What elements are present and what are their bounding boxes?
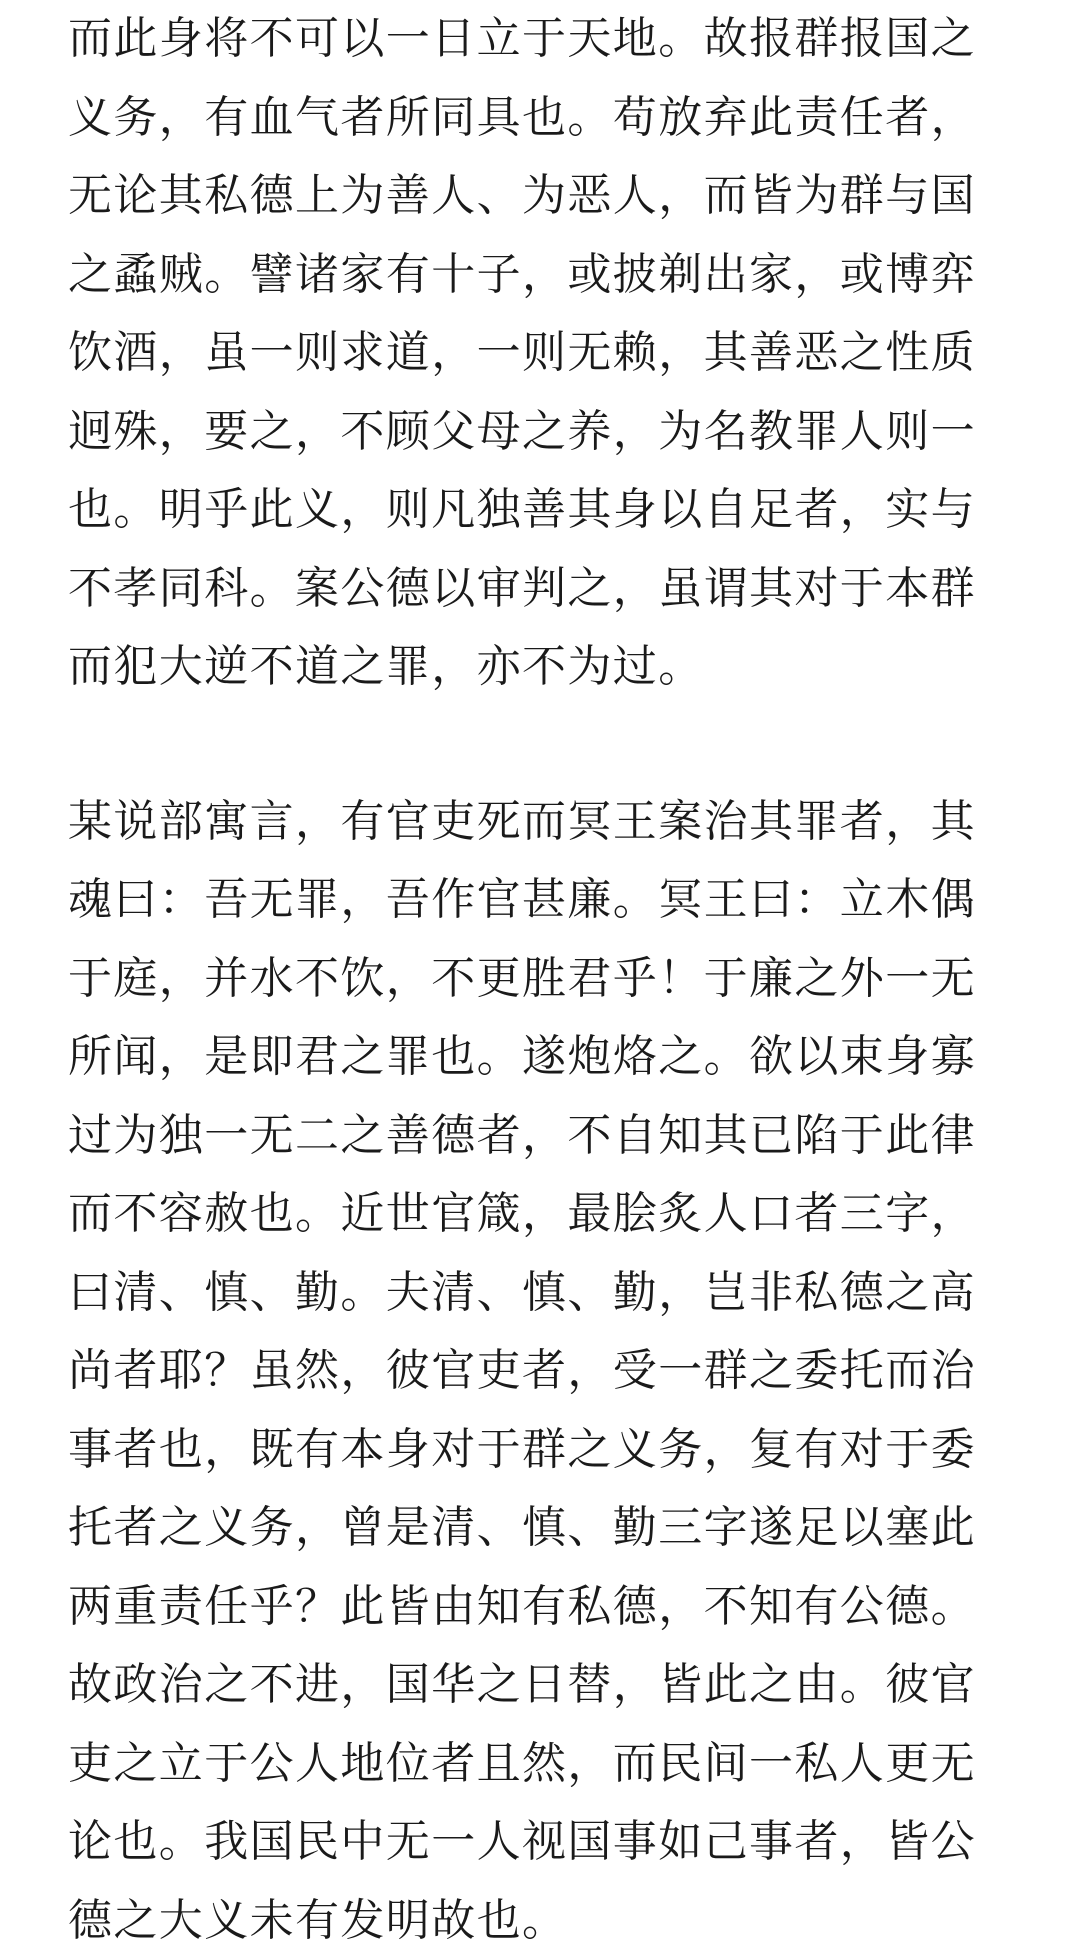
text-line: 无论其私德上为善人、为恶人，而皆为群与国 (68, 157, 1012, 236)
text-line: 而犯大逆不道之罪，亦不为过。 (68, 628, 1012, 707)
text-line: 某说部寓言，有官吏死而冥王案治其罪者，其 (68, 783, 1012, 862)
text-line: 所闻，是即君之罪也。遂炮烙之。欲以束身寡 (68, 1018, 1012, 1097)
text-line: 也。明乎此义，则凡独善其身以自足者，实与 (68, 471, 1012, 550)
text-line: 迥殊，要之，不顾父母之养，为名教罪人则一 (68, 393, 1012, 472)
text-line: 两重责任乎？此皆由知有私德，不知有公德。 (68, 1568, 1012, 1647)
text-line: 德之大义未有发明故也。 (68, 1882, 1012, 1960)
text-line: 故政治之不进，国华之日替，皆此之由。彼官 (68, 1646, 1012, 1725)
text-line: 事者也，既有本身对于群之义务，复有对于委 (68, 1411, 1012, 1490)
text-line: 义务，有血气者所同具也。苟放弃此责任者， (68, 79, 1012, 158)
text-line: 而不容赦也。近世官箴，最脍炙人口者三字， (68, 1175, 1012, 1254)
text-line: 之蟊贼。譬诸家有十子，或披剃出家，或博弈 (68, 236, 1012, 315)
text-line: 魂曰：吾无罪，吾作官甚廉。冥王曰：立木偶 (68, 861, 1012, 940)
text-line: 吏之立于公人地位者且然，而民间一私人更无 (68, 1725, 1012, 1804)
article-body (68, 0, 1012, 1960)
paragraph-spacer (68, 707, 1012, 783)
text-line: 于庭，并水不饮，不更胜君乎！于廉之外一无 (68, 940, 1012, 1019)
text-line: 托者之义务，曾是清、慎、勤三字遂足以塞此 (68, 1489, 1012, 1568)
text-line: 曰清、慎、勤。夫清、慎、勤，岂非私德之高 (68, 1254, 1012, 1333)
text-line: 而此身将不可以一日立于天地。故报群报国之 (68, 0, 1012, 79)
text-line: 过为独一无二之善德者，不自知其已陷于此律 (68, 1097, 1012, 1176)
text-line: 不孝同科。案公德以审判之，虽谓其对于本群 (68, 550, 1012, 629)
paragraph-1 (68, 0, 1012, 707)
text-line: 饮酒，虽一则求道，一则无赖，其善恶之性质 (68, 314, 1012, 393)
text-line: 尚者耶？虽然，彼官吏者，受一群之委托而治 (68, 1332, 1012, 1411)
text-line: 论也。我国民中无一人视国事如己事者，皆公 (68, 1803, 1012, 1882)
paragraph-2 (68, 783, 1012, 1960)
